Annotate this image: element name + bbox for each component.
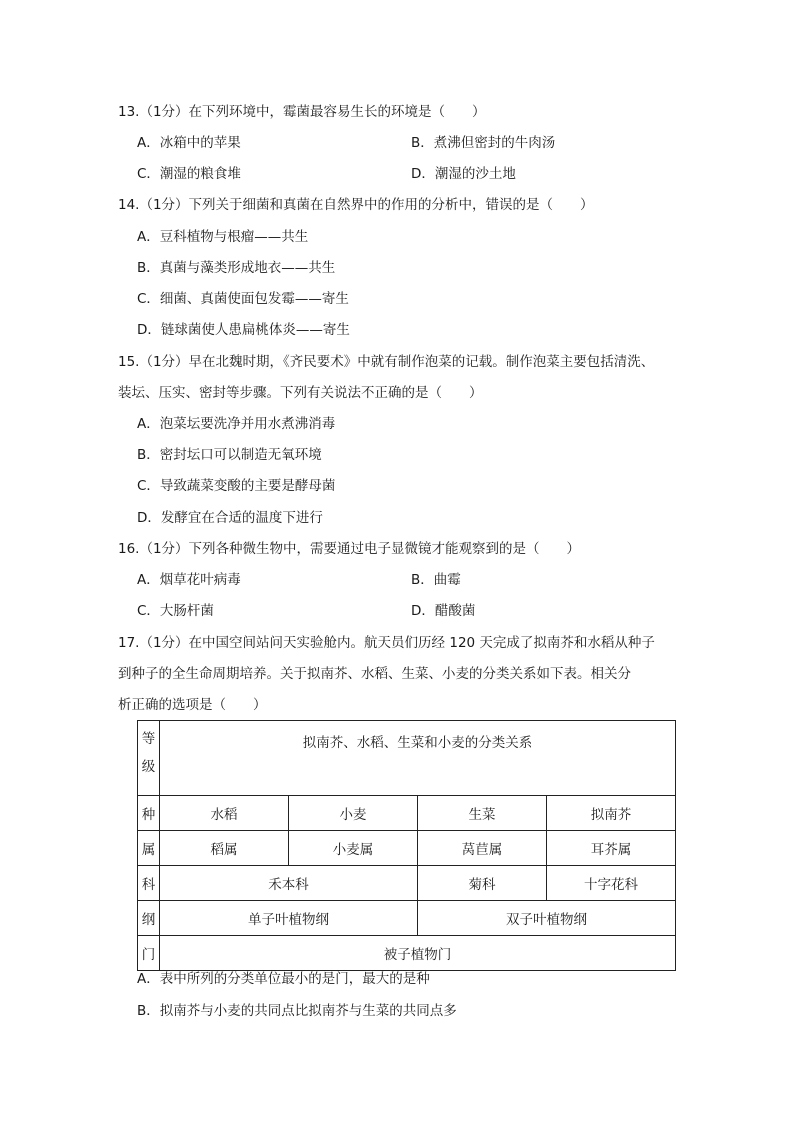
table-row-species [138, 796, 676, 831]
q15-option-c: C．导致蔬菜变酸的主要是酵母菌 [137, 478, 336, 494]
table-cell: 菊科 [418, 866, 547, 901]
q15-stem-line2: 装坛、压实、密封等步骤。下列有关说法不正确的是（ ） [118, 385, 483, 401]
q15-option-d: D．发酵宜在合适的温度下进行 [137, 510, 323, 526]
q14-option-d: D．链球菌使人患扁桃体炎——寄生 [137, 322, 350, 338]
table-row-genus [138, 831, 676, 866]
q13-option-c: C．潮湿的粮食堆 [137, 166, 241, 182]
table-row-family [138, 866, 676, 901]
q16-option-b: B．曲霉 [411, 572, 461, 588]
q16-stem: 16.（1分）下列各种微生物中，需要通过电子显微镜才能观察到的是（ ） [118, 541, 581, 557]
q13-stem: 13.（1分）在下列环境中，霉菌最容易生长的环境是（ ） [118, 104, 486, 120]
table-header-title: 拟南芥、水稻、生菜和小麦的分类关系 [160, 721, 676, 796]
q17-stem-line2: 到种子的全生命周期培养。关于拟南芥、水稻、生菜、小麦的分类关系如下表。相关分 [118, 666, 631, 682]
q13-option-b: B．煮沸但密封的牛肉汤 [411, 135, 556, 151]
table-row-phylum [138, 936, 676, 971]
table-cell: 稻属 [160, 831, 289, 866]
q16-option-a: A．烟草花叶病毒 [137, 572, 241, 588]
table-cell-level: 纲 [138, 901, 160, 936]
q16-option-d: D．醋酸菌 [411, 603, 476, 619]
table-cell: 耳芥属 [547, 831, 676, 866]
q14-option-b: B．真菌与藻类形成地衣——共生 [137, 260, 336, 276]
q14-stem: 14.（1分）下列关于细菌和真菌在自然界中的作用的分析中，错误的是（ ） [118, 197, 594, 213]
table-cell: 禾本科 [160, 866, 418, 901]
q17-option-b: B．拟南芥与小麦的共同点比拟南芥与生菜的共同点多 [137, 1003, 457, 1019]
q15-stem-line1: 15.（1分）早在北魏时期，《齐民要术》中就有制作泡菜的记载。制作泡菜主要包括清洗、 [118, 354, 655, 370]
header-level-char-1: 等 [141, 731, 156, 747]
q14-option-a: A．豆科植物与根瘤——共生 [137, 229, 309, 245]
table-cell-level: 种 [138, 796, 160, 831]
table-cell-level: 属 [138, 831, 160, 866]
table-cell: 小麦属 [289, 831, 418, 866]
table-cell-level: 科 [138, 866, 160, 901]
q16-option-c: C．大肠杆菌 [137, 603, 214, 619]
table-cell: 十字花科 [547, 866, 676, 901]
q14-option-c: C．细菌、真菌使面包发霉——寄生 [137, 291, 349, 307]
header-level-char-2: 级 [141, 759, 156, 775]
table-header-level [138, 721, 160, 796]
table-cell-level: 门 [138, 936, 160, 971]
q17-option-a: A．表中所列的分类单位最小的是门，最大的是种 [137, 971, 430, 987]
table-row-class [138, 901, 676, 936]
table-cell: 生菜 [418, 796, 547, 831]
table-header-row [138, 721, 676, 796]
q17-stem-line3: 析正确的选项是（ ） [118, 697, 267, 713]
q13-option-a: A．冰箱中的苹果 [137, 135, 241, 151]
q15-option-b: B．密封坛口可以制造无氧环境 [137, 447, 322, 463]
q13-option-d: D．潮湿的沙土地 [411, 166, 516, 182]
table-cell: 双子叶植物纲 [418, 901, 676, 936]
table-cell: 莴苣属 [418, 831, 547, 866]
table-cell: 被子植物门 [160, 936, 676, 971]
table-cell: 水稻 [160, 796, 289, 831]
q17-stem-line1: 17.（1分）在中国空间站问天实验舱内。航天员们历经 120 天完成了拟南芥和水稻从种子 [118, 635, 655, 651]
table-cell: 单子叶植物纲 [160, 901, 418, 936]
table-cell: 小麦 [289, 796, 418, 831]
classification-table [137, 720, 676, 971]
q15-option-a: A．泡菜坛要洗净并用水煮沸消毒 [137, 416, 336, 432]
table-cell: 拟南芥 [547, 796, 676, 831]
